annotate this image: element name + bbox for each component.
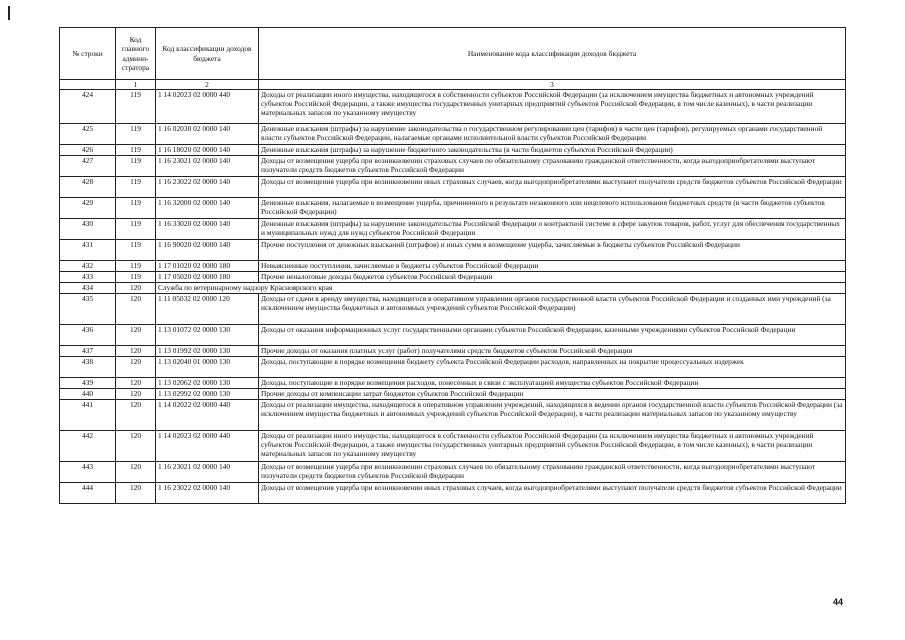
- admin-code-cell: 120: [116, 283, 156, 294]
- code-name-cell: Доходы от реализации имущества, находящегося в оперативном управлении учреждений, находящихся в ведении органов государственной власти субъектов Российской Федерации (за исключением имущества бюджетных и автономных учреждений субъектов Российской Федерации), в части реализации материальных запасов по указанному имуществу: [259, 400, 846, 431]
- row-number-cell: 442: [60, 431, 116, 462]
- row-number-cell: 441: [60, 400, 116, 431]
- classification-code-cell: 1 14 02023 02 0000 440: [156, 431, 259, 462]
- row-number-cell: 428: [60, 177, 116, 198]
- code-name-cell: Доходы от реализации иного имущества, находящегося в собственности субъектов Российской Федерации (за исключением имущества бюджетных и автономных учреждений субъектов Российской Федерации, а также имущества государственных унитарных предприятий субъектов Российской Федерации, в том числе казенных), в части реализации материальных запасов по указанному имуществу: [259, 90, 846, 124]
- column-number-row: [60, 80, 846, 90]
- row-number-cell: 434: [60, 283, 116, 294]
- header-row: [60, 28, 846, 80]
- classification-code-cell: 1 11 05032 02 0000 120: [156, 294, 259, 325]
- admin-code-cell: 119: [116, 90, 156, 124]
- table-row: [60, 400, 846, 431]
- admin-code-cell: 120: [116, 378, 156, 389]
- classification-code-cell: 1 13 02040 01 0000 130: [156, 357, 259, 378]
- admin-code-cell: 120: [116, 389, 156, 400]
- table-row: [60, 378, 846, 389]
- table-row: [60, 389, 846, 400]
- table-body: [60, 90, 846, 504]
- table-row: [60, 462, 846, 483]
- row-number-cell: 429: [60, 198, 116, 219]
- page-number: 44: [832, 597, 843, 607]
- row-number-cell: 439: [60, 378, 116, 389]
- classification-code-cell: 1 16 23022 02 0000 140: [156, 483, 259, 504]
- code-name-cell: Доходы от оказания информационных услуг государственными органами субъектов Российской Федерации, казенными учреждениями субъектов Российской Федерации: [259, 325, 846, 346]
- code-name-cell: Прочие неналоговые доходы бюджетов субъектов Российской Федерации: [259, 272, 846, 283]
- classification-code-cell: 1 17 01020 02 0000 180: [156, 261, 259, 272]
- code-name-cell: Доходы от сдачи в аренду имущества, находящегося в оперативном управлении органов государственной власти субъектов Российской Федерации и созданных ими учреждений (за исключением имущества бюджетных и автономных учреждений субъектов Российской Федерации): [259, 294, 846, 325]
- classification-code-cell: 1 16 32000 02 0000 140: [156, 198, 259, 219]
- column-number-cell: [60, 80, 116, 90]
- admin-code-cell: 120: [116, 431, 156, 462]
- table-row: [60, 346, 846, 357]
- row-number-cell: 440: [60, 389, 116, 400]
- row-number-cell: 425: [60, 124, 116, 145]
- classification-code-cell: 1 13 02992 02 0000 130: [156, 389, 259, 400]
- admin-code-cell: 119: [116, 156, 156, 177]
- code-name-cell: Доходы от возмещения ущерба при возникновении иных страховых случаев, когда выгодоприобретателями выступают получатели средств бюджетов субъектов Российской Федерации: [259, 177, 846, 198]
- code-name-cell: Доходы от реализации иного имущества, находящегося в собственности субъектов Российской Федерации (за исключением имущества бюджетных и автономных учреждений субъектов Российской Федерации, а также имущества государственных унитарных предприятий субъектов Российской Федерации, в том числе казенных), в части реализации материальных запасов по указанному имуществу: [259, 431, 846, 462]
- classification-code-cell: 1 16 02030 02 0000 140: [156, 124, 259, 145]
- code-name-cell: Денежные взыскания (штрафы) за нарушение законодательства о государственном регулировании цен (тарифов) в части цен (тарифов), регулируемых органами государственной власти субъектов Российской Федерации, налагаемые органами исполнительной власти субъектов Российской Федерации: [259, 124, 846, 145]
- table-row: [60, 283, 846, 294]
- budget-classification-table: [59, 27, 846, 504]
- code-name-cell: Доходы, поступающие в порядке возмещения бюджету субъекта Российской Федерации расходов, направленных на покрытие процессуальных издержек: [259, 357, 846, 378]
- code-name-cell: Доходы, поступающие в порядке возмещения расходов, понесенных в связи с эксплуатацией имущества субъектов Российской Федерации: [259, 378, 846, 389]
- column-number-cell: 2: [156, 80, 259, 90]
- row-number-cell: 426: [60, 145, 116, 156]
- header-classification-code: Код классификации доходов бюджета: [156, 28, 259, 80]
- admin-code-cell: 119: [116, 145, 156, 156]
- code-name-cell: Денежные взыскания (штрафы) за нарушение законодательства Российской Федерации о контрактной системе в сфере закупок товаров, работ, услуг для обеспечения государственных и муниципальных нужд для нужд субъектов Российской Федерации: [259, 219, 846, 240]
- table-row: [60, 325, 846, 346]
- row-number-cell: 443: [60, 462, 116, 483]
- table-row: [60, 294, 846, 325]
- row-number-cell: 438: [60, 357, 116, 378]
- table-row: [60, 124, 846, 145]
- row-number-cell: 437: [60, 346, 116, 357]
- row-number-cell: 430: [60, 219, 116, 240]
- row-number-cell: 432: [60, 261, 116, 272]
- classification-code-cell: 1 14 02023 02 0000 440: [156, 90, 259, 124]
- code-name-cell: Прочие доходы от оказания платных услуг (работ) получателями средств бюджетов субъектов Российской Федерации: [259, 346, 846, 357]
- admin-code-cell: 120: [116, 294, 156, 325]
- table-row: [60, 357, 846, 378]
- admin-code-cell: 119: [116, 261, 156, 272]
- classification-code-cell: 1 16 23021 02 0000 140: [156, 156, 259, 177]
- admin-code-cell: 120: [116, 400, 156, 431]
- admin-code-cell: 119: [116, 198, 156, 219]
- code-name-cell: Прочие доходы от компенсации затрат бюджетов субъектов Российской Федерации: [259, 389, 846, 400]
- admin-code-cell: 120: [116, 325, 156, 346]
- admin-code-cell: 120: [116, 346, 156, 357]
- table-row: [60, 219, 846, 240]
- row-number-cell: 427: [60, 156, 116, 177]
- table-row: [60, 145, 846, 156]
- admin-code-cell: 120: [116, 483, 156, 504]
- admin-code-cell: 120: [116, 357, 156, 378]
- code-name-cell: Денежные взыскания, налагаемые в возмещение ущерба, причиненного в результате незаконного или нецелевого использования бюджетных средств (в части бюджетов субъектов Российской Федерации): [259, 198, 846, 219]
- code-name-cell: Невыясненные поступления, зачисляемые в бюджеты субъектов Российской Федерации: [259, 261, 846, 272]
- classification-code-cell: 1 16 18020 02 0000 140: [156, 145, 259, 156]
- budget-table-container: [59, 27, 845, 504]
- row-number-cell: 436: [60, 325, 116, 346]
- classification-code-cell: 1 17 05020 02 0000 180: [156, 272, 259, 283]
- header-admin-code: Код главного админи-стратора: [116, 28, 156, 80]
- table-row: [60, 272, 846, 283]
- code-name-cell: Доходы от возмещения ущерба при возникновении страховых случаев по обязательному страхованию гражданской ответственности, когда выгодоприобретателями выступают получатели средств бюджетов субъектов Российской Федерации: [259, 462, 846, 483]
- code-name-cell: Денежные взыскания (штрафы) за нарушение бюджетного законодательства (в части бюджетов субъектов Российской Федерации): [259, 145, 846, 156]
- row-number-cell: 435: [60, 294, 116, 325]
- table-row: [60, 431, 846, 462]
- admin-code-cell: 119: [116, 240, 156, 261]
- table-row: [60, 261, 846, 272]
- row-number-cell: 444: [60, 483, 116, 504]
- code-name-cell: Доходы от возмещения ущерба при возникновении страховых случаев по обязательному страхованию гражданской ответственности, когда выгодоприобретателями выступают получатели средств бюджетов субъектов Российской Федерации: [259, 156, 846, 177]
- classification-code-cell: 1 16 90020 02 0000 140: [156, 240, 259, 261]
- classification-code-cell: 1 16 23022 02 0000 140: [156, 177, 259, 198]
- table-row: [60, 177, 846, 198]
- code-name-cell: Прочие поступления от денежных взысканий (штрафов) и иных сумм в возмещение ущерба, зачисляемые в бюджеты субъектов Российской Федерации: [259, 240, 846, 261]
- admin-code-cell: 119: [116, 124, 156, 145]
- row-number-cell: 431: [60, 240, 116, 261]
- classification-code-cell: 1 14 02022 02 0000 440: [156, 400, 259, 431]
- agency-name-cell: Служба по ветеринарному надзору Красноярского края: [156, 283, 846, 294]
- classification-code-cell: 1 13 01992 02 0000 130: [156, 346, 259, 357]
- table-row: [60, 483, 846, 504]
- column-number-cell: 1: [116, 80, 156, 90]
- classification-code-cell: 1 16 33020 02 0000 140: [156, 219, 259, 240]
- table-row: [60, 240, 846, 261]
- admin-code-cell: 120: [116, 462, 156, 483]
- admin-code-cell: 119: [116, 219, 156, 240]
- row-number-cell: 433: [60, 272, 116, 283]
- table-row: [60, 156, 846, 177]
- header-code-name: Наименование кода классификации доходов бюджета: [259, 28, 846, 80]
- classification-code-cell: 1 13 02062 02 0000 130: [156, 378, 259, 389]
- table-row: [60, 198, 846, 219]
- classification-code-cell: 1 16 23021 02 0000 140: [156, 462, 259, 483]
- row-number-cell: 424: [60, 90, 116, 124]
- classification-code-cell: 1 13 01072 02 0000 130: [156, 325, 259, 346]
- column-number-cell: 3: [259, 80, 846, 90]
- code-name-cell: Доходы от возмещения ущерба при возникновении иных страховых случаев, когда выгодоприобретателями выступают получатели средств бюджетов субъектов Российской Федерации: [259, 483, 846, 504]
- table-row: [60, 90, 846, 124]
- scan-edge-mark: [8, 6, 10, 20]
- header-row-number: № строки: [60, 28, 116, 80]
- admin-code-cell: 119: [116, 177, 156, 198]
- admin-code-cell: 119: [116, 272, 156, 283]
